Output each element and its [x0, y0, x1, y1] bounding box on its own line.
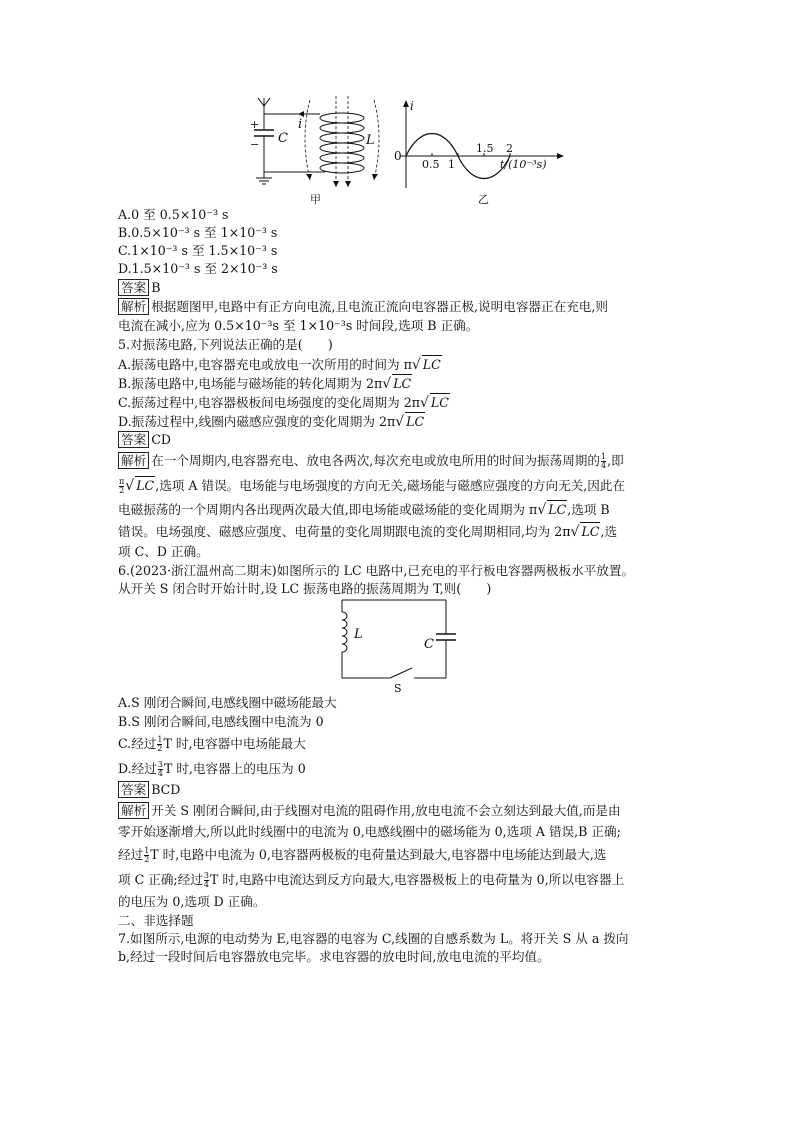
analysis-tag: 解析 [118, 802, 149, 819]
plus-sign: + [250, 118, 260, 131]
q5-answer [118, 431, 171, 449]
q6-analysis-line-1: 解析 开关 S 刚闭合瞬间,由于线圈对电流的阻碍作用,放电电流不会立刻达到最大值,而是由 [118, 802, 621, 820]
q4-option-b: B.0.5×10⁻³ s 至 1×10⁻³ s [118, 225, 278, 240]
switch-label: S [394, 682, 402, 692]
tick-label: 2 [506, 142, 513, 155]
answer-tag: 答案 [118, 279, 149, 296]
graph-y-label: i [410, 99, 414, 113]
capacitor-label: C [424, 637, 434, 652]
q4-option-d: D.1.5×10⁻³ s 至 2×10⁻³ s [118, 261, 278, 276]
q5-analysis-line-2: $\frac{\pi}{2}$ √ LC,选项 A 错误。电场能与电场强度的方向无关,磁场能与磁感应强度的方向无关,因此在 [119, 477, 626, 495]
q5-option-c: C.振荡过程中,电容器极板间电场强度的变化周期为 2π√ LC [118, 395, 449, 411]
minus-sign: − [250, 138, 260, 151]
fraction: $\frac{1}{2}$ [157, 735, 163, 753]
q6-option-b: B.S 刚闭合瞬间,电感线圈中电流为 0 [118, 714, 324, 729]
q4-option-c: C.1×10⁻³ s 至 1.5×10⁻³ s [118, 243, 278, 258]
fraction: $\frac{3}{4}$ [203, 871, 209, 889]
q6-option-c: C.经过 $\frac{1}{2}$ T 时,电容器中电场能最大 [118, 735, 306, 753]
q7-line-2: b,经过一段时间后电容器放电完毕。求电容器的放电时间,放电电流的平均值。 [118, 949, 550, 964]
analysis-tag: 解析 [118, 452, 149, 469]
inductor-label: L [354, 627, 363, 642]
q6-analysis-line-3: 经过 $\frac{1}{2}$ T 时,电路中电流为 0,电容器两极板的电荷量达到最大,电容器中电场能达到最大,选 [118, 846, 607, 864]
analysis-tag: 解析 [118, 298, 149, 315]
q5-analysis-line-4: 错误。电场强度、磁感应强度、电荷量的变化周期跟电流的变化周期相同,均为 2π√ LC,选 [118, 524, 618, 540]
fraction: $\frac{1}{2}$ [144, 846, 150, 864]
inductor-label: L [366, 133, 375, 148]
answer-value: CD [151, 432, 171, 447]
answer-tag: 答案 [118, 431, 149, 448]
current-label: i [298, 117, 303, 132]
figure-lc-circuit-and-graph [240, 92, 570, 210]
q5-stem: 5.对振荡电路,下列说法正确的是( ) [118, 337, 333, 352]
q6-option-d: D.经过 $\frac{3}{4}$ T 时,电容器上的电压为 0 [118, 760, 306, 778]
caption-jia: 甲 [310, 193, 321, 206]
tick-label: 1.5 [476, 142, 494, 155]
q7-line-1: 7.如图所示,电源的电动势为 E,电容器的电容为 C,线圈的自感系数为 L。将开关 S 从 a 拨向 [118, 931, 629, 946]
q6-stem-line-1: 6.(2023·浙江温州高二期末)如图所示的 LC 电路中,已充电的平行板电容器两极板水平放置。 [118, 563, 635, 578]
q6-stem-line-2: 从开关 S 闭合时开始计时,设 LC 振荡电路的振荡周期为 T,则( ) [118, 581, 492, 596]
q6-analysis-line-5: 的电压为 0,选项 D 正确。 [118, 894, 266, 909]
graph-yi [394, 99, 564, 206]
fraction: $\frac{\pi}{2}$ [119, 477, 125, 495]
q5-analysis-line-5: 项 C、D 正确。 [118, 544, 209, 559]
section-heading: 二、非选择题 [118, 913, 194, 928]
graph-x-label: t/(10⁻³s) [500, 158, 547, 171]
q4-option-a: A.0 至 0.5×10⁻³ s [118, 207, 229, 222]
answer-tag: 答案 [118, 781, 149, 798]
q5-option-d: D.振荡过程中,线圈内磁感应强度的变化周期为 2π√ LC [118, 414, 425, 430]
figure-lc-switch-circuit [326, 592, 466, 692]
q4-answer [118, 279, 160, 297]
q6-answer [118, 781, 180, 799]
q6-option-a: A.S 刚闭合瞬间,电感线圈中磁场能最大 [118, 695, 337, 710]
q6-analysis-line-4: 项 C 正确;经过 $\frac{3}{4}$ T 时,电路中电流达到反方向最大,电容器极板上的电荷量为 0,所以电容器上 [118, 871, 625, 889]
tick-label: 0.5 [422, 158, 440, 171]
q5-analysis-line-1: 解析 在一个周期内,电容器充电、放电各两次,每次充电或放电所用的时间为振荡周期的 $\frac{1}{4}$ ,即 [118, 452, 624, 470]
fraction: $\frac{1}{4}$ [600, 452, 607, 470]
q4-analysis-line-2: 电流在减小,应为 0.5×10⁻³s 至 1×10⁻³s 时间段,选项 B 正确。 [118, 318, 479, 333]
caption-yi: 乙 [478, 193, 489, 206]
answer-value: B [151, 280, 161, 295]
q5-analysis-line-3: 电磁振荡的一个周期内各出现两次最大值,即电场能或磁场能的变化周期为 π√ LC,选项 B [118, 502, 610, 518]
circuit-jia [250, 96, 379, 206]
q5-option-a: A.振荡电路中,电容器充电或放电一次所用的时间为 π√ LC [118, 357, 441, 373]
q6-analysis-line-2: 零开始逐渐增大,所以此时线圈中的电流为 0,电感线圈中的磁场能为 0,选项 A 错误,B 正确; [118, 824, 621, 839]
fraction: $\frac{3}{4}$ [157, 760, 163, 778]
tick-label: 1 [448, 158, 455, 171]
answer-value: BCD [151, 782, 181, 797]
graph-origin: 0 [394, 149, 402, 163]
capacitor-label: C [278, 131, 288, 146]
q5-option-b: B.振荡电路中,电场能与磁场能的转化周期为 2π√ LC [118, 376, 412, 392]
q4-analysis-line-1: 解析 根据题图甲,电路中有正方向电流,且电流正流向电容器正极,说明电容器正在充电,则 [118, 298, 608, 316]
